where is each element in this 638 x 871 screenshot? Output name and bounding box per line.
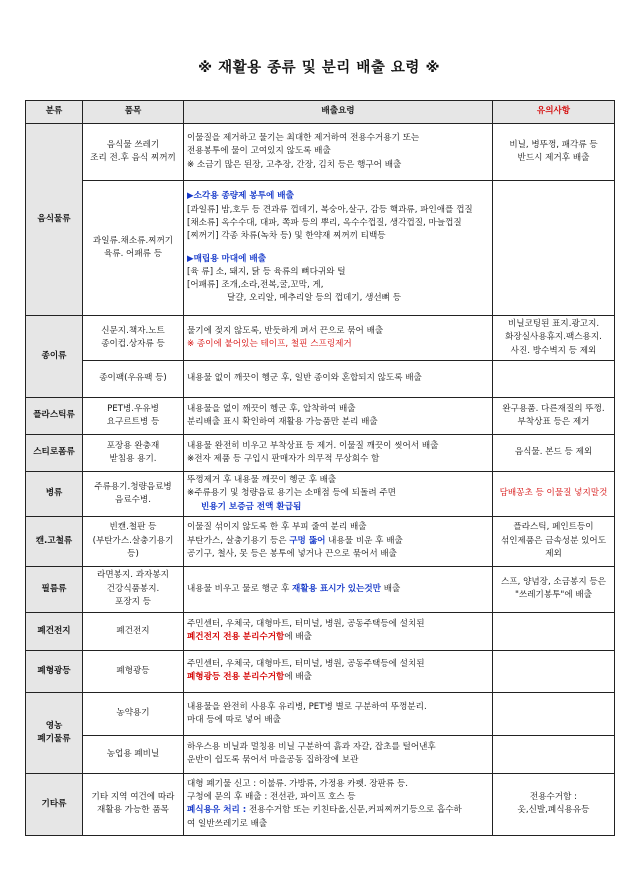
table-row	[26, 692, 615, 735]
method-text-highlight: 구멍 뚫어	[289, 535, 326, 546]
table-row	[26, 612, 615, 650]
category-food: 음식물류	[26, 124, 83, 316]
method-text: 운반이 쉽도록 묶어서 마을공동 집하장에 보관	[187, 755, 359, 766]
caution-pesticide-container	[493, 692, 615, 735]
caution-text: 전용수거함 :	[529, 792, 578, 803]
method-text: 공기구, 철사, 못 등은 봉투에 넣거나 끈으로 묶어서 배출	[187, 549, 397, 560]
caution-paper	[493, 316, 615, 361]
item-lamp: 폐형광등	[83, 650, 184, 692]
method-text: 물기에 젖지 않도록, 반듯하게 펴서 끈으로 묶어 배출	[187, 325, 384, 336]
method-food-scraps	[184, 181, 493, 316]
method-text	[187, 631, 489, 644]
method-milk-carton: 내용물 없이 깨끗이 헹군 후, 일반 종이와 혼합되지 않도록 배출	[184, 360, 493, 397]
method-text: 분리배출 표시 확인하여 재활용 가능품만 분리 배출	[187, 416, 378, 427]
caution-film	[493, 566, 615, 612]
caution-text: 비닐, 병뚜껑, 패각류 등	[509, 139, 598, 150]
caution-plastic	[493, 397, 615, 434]
method-film	[184, 566, 493, 612]
table-row	[26, 650, 615, 692]
method-styrofoam	[184, 434, 493, 471]
method-agri-vinyl	[184, 735, 493, 773]
method-bottle	[184, 471, 493, 516]
method-text: 이물질을 제거하고 물기는 최대한 제거하여 전용수거용기 또는	[187, 133, 420, 144]
item-text: 포장용 완충재	[106, 440, 160, 451]
header-caution: 유의사항	[493, 101, 615, 124]
item-milk-carton: 종이팩(우유팩 등)	[83, 360, 184, 397]
item-text: 요구르트병 등	[106, 416, 160, 427]
item-battery: 폐건전지	[83, 612, 184, 650]
item-text: 주류용기.청량음료병	[94, 481, 172, 492]
method-food-waste	[184, 124, 493, 181]
method-text: ※ 종이에 붙어있는 테이프, 철핀 스프링제거	[187, 338, 352, 349]
method-text: [육 류] 소, 돼지, 닭 등 육류의 뼈다귀와 털	[187, 266, 346, 277]
item-text: 포장지 등	[115, 597, 151, 608]
caution-text: 화장실사용휴지.팩스용지.	[505, 332, 602, 343]
category-agri	[26, 692, 83, 773]
method-text	[187, 671, 489, 684]
table-row	[26, 735, 615, 773]
category-lamp: 폐형광등	[26, 650, 83, 692]
caution-agri-vinyl	[493, 735, 615, 773]
category-paper: 종이류	[26, 316, 83, 398]
category-text: 영농	[45, 720, 63, 731]
method-text: 내용물을 완전히 사용후 유리병, PET병 별로 구분하여 뚜껑분리.	[187, 701, 427, 712]
item-other	[83, 773, 184, 835]
method-text: 주민센터, 우체국, 대형마트, 터미널, 병원, 공동주택등에 설치된	[187, 659, 425, 670]
table-row	[26, 360, 615, 397]
caution-food-scraps	[493, 181, 615, 316]
method-text: 내용물 완전히 비우고 부착상표 등 제거. 이물질 깨끗이 씻어서 배출	[187, 440, 439, 451]
method-text: ※ 소금기 많은 된장, 고추장, 간장, 김치 등은 행구어 배출	[187, 159, 402, 170]
caution-text: 비닐코팅된 표지.광고지.	[507, 319, 600, 329]
method-text-part: 부탄가스, 살충기용기 등은	[187, 535, 290, 546]
item-food-scraps	[83, 181, 184, 316]
category-battery: 폐건전지	[26, 612, 83, 650]
method-text-part: 배출	[380, 583, 401, 594]
spacer	[187, 244, 489, 253]
caution-text: 스프, 양념장, 소금봉지 등은	[501, 577, 606, 588]
method-text: ※주류용기 및 청량음료 용기는 소매점 등에 되돌려 주면	[187, 488, 396, 499]
item-styrofoam	[83, 434, 184, 471]
method-text: 마대 등에 따로 넣어 배출	[187, 714, 281, 725]
table-row	[26, 471, 615, 516]
method-text: 빈용기 보증금 전액 환급됨	[201, 501, 302, 512]
item-film	[83, 566, 184, 612]
method-text-highlight: 폐건전지 전용 분리수거함	[187, 632, 285, 643]
caution-battery	[493, 612, 615, 650]
item-paper	[83, 316, 184, 361]
item-plastic	[83, 397, 184, 434]
caution-text: "쓰레기봉투"에 배출	[514, 590, 593, 601]
item-text: 조리 전.후 음식 찌꺼끼	[90, 153, 176, 163]
caution-text: 옷,신발,폐식용유등	[517, 805, 590, 816]
item-text: 건강식품봉지.	[106, 583, 160, 594]
item-text: 기타 지역 여건에 따라	[91, 792, 175, 803]
item-food-waste	[83, 124, 184, 181]
header-item: 품목	[83, 101, 184, 124]
method-other	[184, 773, 493, 835]
item-pesticide-container: 농약용기	[83, 692, 184, 735]
item-bottle	[83, 471, 184, 516]
method-battery	[184, 612, 493, 650]
caution-text: 섞인제품은 금속성분 있어도	[500, 535, 607, 546]
method-text: ※전자 제품 등 구입시 판매자가 의무적 무상회수 함	[187, 453, 380, 464]
method-heading: ▶소각용 종량제 봉투에 배출	[187, 191, 294, 202]
caution-text: 플라스틱, 페인트등이	[513, 522, 594, 533]
item-text: 종이컵.상자류 등	[101, 338, 165, 349]
item-text: PET병.우유병	[107, 403, 159, 414]
method-paper	[184, 316, 493, 361]
caution-can	[493, 516, 615, 566]
item-text: 빈캔.철판 등	[109, 522, 157, 533]
item-text: 재활용 가능한 품목	[97, 805, 169, 816]
caution-text: 담배꽁초 등 이물질 넣지말것	[499, 488, 608, 499]
item-text: 받침용 용기.	[109, 453, 157, 464]
table-row	[26, 773, 615, 835]
method-heading: ▶매립용 마대에 배출	[187, 253, 267, 264]
caution-text: 사진. 방수벽지 등 제외	[510, 345, 597, 356]
caution-food-waste	[493, 124, 615, 181]
method-text-highlight: 폐식용유 처리 :	[187, 805, 247, 816]
caution-text: 부착상표 등은 제거	[517, 416, 590, 427]
table-row	[26, 181, 615, 316]
caution-bottle	[493, 471, 615, 516]
caution-lamp	[493, 650, 615, 692]
header-row	[26, 101, 615, 124]
caution-milk-carton	[493, 360, 615, 397]
table-row	[26, 566, 615, 612]
method-text: 이물질 섞이지 않도록 한 후 부피 줄여 분리 배출	[187, 522, 367, 533]
recycling-guide-table	[25, 100, 615, 836]
method-text: 달걀, 오리알, 메추리알 등의 껍데기, 생선뼈 등	[227, 293, 402, 304]
item-text: 라면봉지. 과자봉지	[97, 570, 169, 581]
caution-text: 완구용품. 다른재질의 뚜껑.	[502, 403, 605, 414]
method-text: [채소류] 옥수수대, 대파, 쪽파 등의 뿌리, 옥수수껍질, 생각껍질, 마늘껍질	[187, 217, 462, 228]
category-can: 캔.고철류	[26, 516, 83, 566]
category-bottle: 병류	[26, 471, 83, 516]
item-text: 음식물 쓰레기	[106, 139, 160, 150]
method-text: 주민센터, 우체국, 대형마트, 터미널, 병원, 공동주택등에 설치된	[187, 619, 425, 630]
method-text: 전용봉투에 물이 고여있지 않도록 배출	[187, 146, 331, 157]
method-text-highlight: 재활용 표시가 있는것만	[291, 583, 381, 594]
page-title: ※ 재활용 종류 및 분리 배출 요령 ※	[197, 60, 441, 76]
method-text-part: 에 배출	[284, 632, 312, 643]
caution-styrofoam: 음식물. 본드 등 제외	[493, 434, 615, 471]
caution-text: 제외	[545, 549, 562, 560]
method-text: 여 일반쓰레기로 배출	[187, 818, 268, 829]
item-text: (부탄가스.살충기용기	[92, 535, 174, 546]
method-text: 대형 폐기물 신고 : 이불류. 가방류, 가정용 카펫. 장판류 등.	[187, 778, 409, 789]
table-row	[26, 516, 615, 566]
method-text-part: 전용수거함 또는 키친타올,신문,커피찌꺼기등으로 흡수하	[246, 805, 462, 816]
method-can	[184, 516, 493, 566]
header-method: 배출요령	[184, 101, 493, 124]
table-row	[26, 397, 615, 434]
category-plastic: 플라스틱류	[26, 397, 83, 434]
method-text-part: 내용물 비운 후 배출	[325, 535, 403, 546]
method-text	[187, 583, 489, 596]
item-text: 과일류.채소류.찌꺼기	[92, 235, 174, 246]
method-lamp	[184, 650, 493, 692]
caution-other	[493, 773, 615, 835]
method-text: 하우스용 비닐과 멀칭용 비닐 구분하여 흙과 자갈, 잡초를 털어낸후	[187, 742, 436, 753]
item-text: 음료수병.	[115, 494, 151, 505]
item-agri-vinyl: 농업용 폐비닐	[83, 735, 184, 773]
header-category: 분류	[26, 101, 83, 124]
method-text: [찌꺼기] 각종 차류(녹차 등) 및 한약재 찌꺼끼 티백등	[187, 231, 386, 242]
caution-text: 반드시 제거후 배출	[517, 153, 590, 163]
category-text: 폐기물류	[37, 733, 71, 744]
item-text: 신문지.책자.노트	[101, 325, 165, 336]
category-film: 필름류	[26, 566, 83, 612]
item-text: 등)	[127, 549, 139, 560]
item-can	[83, 516, 184, 566]
method-text: 구청에 문의 후 배출 : 전선관, 파이프 호스 등	[187, 792, 356, 803]
method-text: 내용물을 없이 깨끗이 헹군 후, 압착하여 배출	[187, 403, 356, 414]
method-text-highlight: 폐형광등 전용 분리수거함	[187, 672, 285, 683]
table-row	[26, 124, 615, 181]
method-plastic	[184, 397, 493, 434]
category-styrofoam: 스티로폼류	[26, 434, 83, 471]
table-row	[26, 434, 615, 471]
method-text: [과일류] 밤,호두 등 견과류 껍데기, 복숭아,살구, 감등 핵과류, 파인애플 껍질	[187, 204, 473, 215]
table-row	[26, 316, 615, 361]
method-text-part: 내용물 비우고 물로 행군 후	[187, 583, 292, 594]
method-text	[187, 804, 489, 817]
method-text	[187, 535, 489, 548]
item-text: 육류. 어패류 등	[103, 249, 162, 259]
method-text: 뚜껑제거 후 내용물 깨끗이 헹군 후 배출	[187, 474, 337, 485]
method-pesticide-container	[184, 692, 493, 735]
category-other: 기타류	[26, 773, 83, 835]
method-text-part: 에 배출	[284, 672, 312, 683]
method-text: [어패류] 조개,소라,전복,굴,꼬막, 게,	[187, 280, 324, 291]
